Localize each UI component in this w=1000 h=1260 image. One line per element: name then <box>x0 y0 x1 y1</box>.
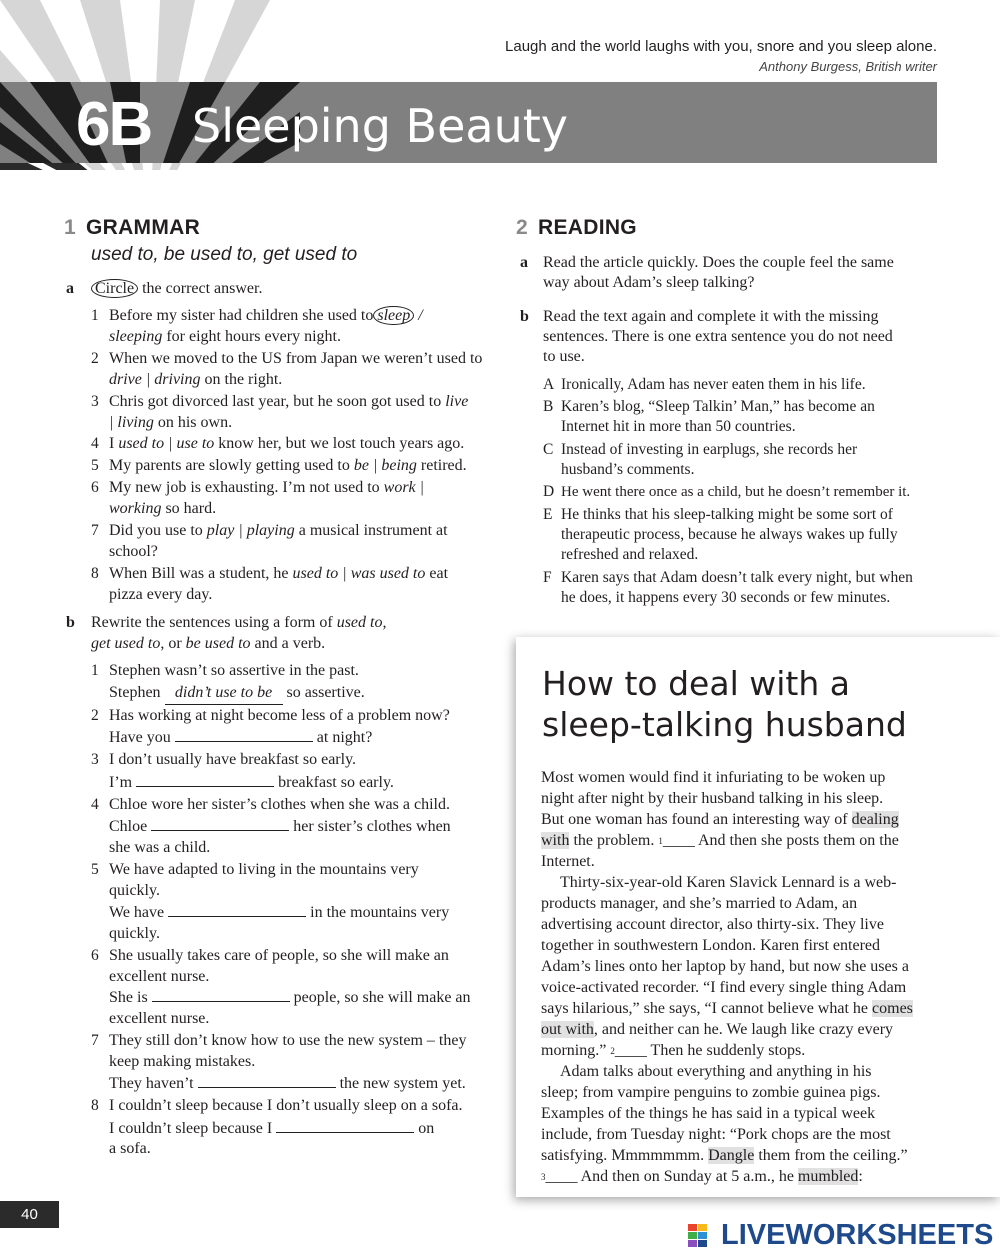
grammar-b-item-number: 7 <box>91 1032 99 1049</box>
grammar-b-item-8-answer <box>109 1119 434 1140</box>
answer-prefix: I’m <box>109 774 133 791</box>
article-line: include, from Tuesday night: “Pork chops are the most <box>541 1126 891 1143</box>
answer-option[interactable]: live <box>445 393 469 410</box>
brand-logo[interactable] <box>688 1219 993 1251</box>
grammar-title: GRAMMAR <box>85 216 201 239</box>
article-line <box>541 999 971 1020</box>
grammar-a-item-8 <box>109 564 479 605</box>
article-line: Examples of the things he has said in a typical week <box>541 1105 876 1122</box>
grammar-b-item-3-answer <box>109 773 394 794</box>
item-text: Did you use to <box>109 522 207 539</box>
grammar-b-item-number: 6 <box>91 947 99 964</box>
grammar-a-item-number: 3 <box>91 393 99 410</box>
answer-prefix: We have <box>109 904 165 921</box>
item-text: so hard. <box>161 499 217 517</box>
instruction-text: and a verb. <box>250 634 326 652</box>
instruction-text: the correct answer. <box>142 280 263 297</box>
reading-part-b-line2: sentences. There is one extra sentence you do not need <box>543 328 893 345</box>
item-text: When Bill was a student, he <box>109 565 293 582</box>
option-letter: A <box>543 376 555 393</box>
item-text: My parents are slowly getting used to <box>109 457 354 474</box>
grammar-b-item-number: 4 <box>91 796 99 813</box>
answer-prefix: Have you <box>109 729 171 746</box>
article-title-line: sleep-talking husband <box>542 705 907 744</box>
grammar-b-item-5-answer-cont: quickly. <box>109 925 160 942</box>
header-quote <box>505 37 937 77</box>
option-f-text: Karen says that Adam doesn’t talk every night, but when <box>561 569 913 586</box>
grammar-a-item-5 <box>109 456 499 477</box>
article-line <box>541 1020 971 1041</box>
answer-option[interactable]: being <box>381 457 417 474</box>
answer-blank[interactable] <box>276 1119 414 1133</box>
item-text: I <box>109 435 119 452</box>
option-separator: | <box>141 370 155 388</box>
reading-part-a-line1: Read the article quickly. Does the couple feel the same <box>543 254 894 271</box>
option-b-text: Karen’s blog, “Sleep Talkin’ Man,” has become an <box>561 398 875 415</box>
answer-blank[interactable] <box>136 773 274 787</box>
article-line <box>541 1041 971 1062</box>
article-text: satisfying. Mmmmmmm. <box>541 1147 705 1164</box>
answer-option[interactable]: living <box>117 413 154 431</box>
answer-prefix: Stephen <box>109 684 161 701</box>
item-text: eat pizza every day. <box>109 565 449 603</box>
article-title-line: How to deal with a <box>542 664 850 703</box>
grammar-a-item-1 <box>109 306 499 347</box>
grammar-b-item-4-answer <box>109 817 451 838</box>
answer-suffix: so assertive. <box>282 684 365 701</box>
article-line: Most women would find it infuriating to be woken up <box>541 769 886 786</box>
grammar-a-item-6 <box>109 478 489 519</box>
article-line <box>541 810 971 831</box>
grammar-b-item-1-question: Stephen wasn’t so assertive in the past. <box>109 662 359 679</box>
answer-option[interactable]: drive <box>109 370 142 388</box>
article-text: And then she posts them on the <box>697 832 899 849</box>
gap-number: 1 <box>658 836 663 846</box>
grammar-a-item-2 <box>109 349 489 390</box>
item-text: When we moved to the US from Japan we weren’t used to <box>109 350 483 367</box>
reading-part-b-line1: Read the text again and complete it with the missing <box>543 308 879 325</box>
gap-blank[interactable]: ____ <box>545 1168 578 1185</box>
instruction-term: get used to <box>91 634 161 652</box>
article-line: Internet. <box>541 853 595 870</box>
grammar-b-item-7-question-cont: keep making mistakes. <box>109 1053 256 1070</box>
answer-prefix: I couldn’t sleep because I <box>109 1120 273 1137</box>
option-a-text: Ironically, Adam has never eaten them in his life. <box>561 376 866 393</box>
answer-suffix: in the mountains very <box>306 904 450 921</box>
article-line <box>541 831 971 852</box>
answer-option[interactable]: working <box>109 499 162 517</box>
reading-part-b-label: b <box>520 308 529 325</box>
answer-option[interactable]: used to <box>118 435 165 452</box>
grammar-a-item-number: 2 <box>91 350 99 367</box>
item-text: Before my sister had children she used to <box>109 307 374 324</box>
grammar-b-item-7-answer <box>109 1074 466 1095</box>
article-text: them from the ceiling.” <box>758 1147 908 1164</box>
reading-heading <box>516 216 637 240</box>
answer-suffix: breakfast so early. <box>274 774 394 791</box>
reading-title: READING <box>537 216 637 239</box>
grammar-b-item-4-question: Chloe wore her sister’s clothes when she was a child. <box>109 796 450 813</box>
grammar-part-b-instruction <box>91 613 451 654</box>
grammar-b-item-6-answer <box>109 988 471 1009</box>
grammar-a-item-3 <box>109 392 489 433</box>
article-text: , and neither can he. We laugh like crazy every <box>593 1021 894 1038</box>
answer-option[interactable]: driving <box>154 370 201 388</box>
option-letter: E <box>543 506 553 523</box>
article-text: : <box>858 1168 863 1185</box>
quote-text: Laugh and the world laughs with you, snore and you sleep alone. <box>505 38 937 55</box>
answer-suffix: her sister’s clothes when <box>289 818 451 835</box>
instruction-text: , or <box>160 634 186 652</box>
option-c-text: Instead of investing in earplugs, she records her <box>561 441 858 458</box>
grammar-b-item-6-answer-cont: excellent nurse. <box>109 1010 210 1027</box>
highlighted-word[interactable]: dealing <box>851 811 899 828</box>
option-d-text: He went there once as a child, but he doesn’t remember it. <box>561 484 911 500</box>
article-card <box>516 637 1000 1197</box>
answer-suffix: on <box>414 1120 435 1137</box>
grammar-b-item-2-question: Has working at night become less of a problem now? <box>109 707 450 724</box>
option-letter: D <box>543 483 555 500</box>
answer-option-circled[interactable]: sleep <box>373 306 414 325</box>
quote-author: Anthony Burgess, British writer <box>759 59 937 74</box>
option-separator: / <box>414 307 423 324</box>
highlighted-word[interactable]: mumbled <box>797 1168 859 1185</box>
item-text: a musical instrument at school? <box>109 522 448 560</box>
answer-option[interactable]: be <box>353 457 369 474</box>
highlighted-word[interactable]: out with <box>541 1021 594 1038</box>
grammar-a-item-number: 4 <box>91 435 99 452</box>
grammar-a-item-number: 8 <box>91 565 99 582</box>
option-separator: | <box>338 565 351 582</box>
highlighted-word[interactable]: with <box>541 832 570 849</box>
grammar-b-item-number: 3 <box>91 751 99 768</box>
answer-blank[interactable] <box>152 988 290 1002</box>
answer-option[interactable]: was used to <box>350 565 426 582</box>
answer-option[interactable]: work <box>383 479 416 496</box>
unit-title: Sleeping Beauty <box>192 99 568 153</box>
answer-option[interactable]: use to <box>176 435 215 452</box>
grammar-b-item-1-answer <box>109 683 365 705</box>
option-separator: | <box>415 479 425 496</box>
option-letter: F <box>543 569 552 586</box>
answer-option[interactable]: used to <box>292 565 339 582</box>
answer-prefix: Chloe <box>109 818 148 835</box>
article-line: products manager, and she’s married to Adam, an <box>541 895 858 912</box>
reading-part-a-label: a <box>520 254 528 271</box>
article-line: Thirty-six-year-old Karen Slavick Lennard is a web- <box>560 874 897 891</box>
instruction-term: be used to <box>185 634 251 652</box>
option-e-text-cont: refreshed and relaxed. <box>561 546 699 563</box>
article-line: together in southwestern London. Karen first entered <box>541 937 881 954</box>
article-line: Adam’s lines onto her laptop by hand, but now she uses a <box>541 958 909 975</box>
page-number: 40 <box>0 1201 59 1228</box>
instruction-term: used to, <box>336 614 387 631</box>
option-separator: | <box>368 457 382 474</box>
grammar-b-item-number: 5 <box>91 861 99 878</box>
article-line <box>541 1167 971 1188</box>
answer-blank[interactable] <box>198 1074 336 1088</box>
item-text: retired. <box>416 457 467 474</box>
reading-section-number: 2 <box>516 216 528 239</box>
answer-option[interactable]: play <box>206 522 235 539</box>
grammar-b-item-8-question: I couldn’t sleep because I don’t usually sleep on a sofa. <box>109 1097 463 1114</box>
liveworksheets-icon <box>688 1220 718 1250</box>
grammar-part-a-label: a <box>66 280 74 297</box>
answer-suffix: people, so she will make an <box>289 989 471 1006</box>
grammar-a-item-7 <box>109 521 479 562</box>
article-text: And then on Sunday at 5 a.m., he <box>580 1168 794 1185</box>
item-text: on his own. <box>153 413 233 431</box>
answer-prefix: She is <box>109 989 148 1006</box>
grammar-b-item-number: 8 <box>91 1097 99 1114</box>
item-text: on the right. <box>200 370 283 388</box>
option-f-text-cont: he does, it happens every 30 seconds or few minutes. <box>561 589 891 606</box>
grammar-a-item-4 <box>109 434 499 455</box>
answer-suffix: the new system yet. <box>335 1075 466 1092</box>
grammar-b-item-6-question: She usually takes care of people, so she will make an <box>109 947 449 964</box>
article-line: Adam talks about everything and anything in his <box>560 1063 872 1080</box>
grammar-section-number: 1 <box>64 216 76 239</box>
grammar-a-item-number: 1 <box>91 307 99 324</box>
gap-number: 3 <box>541 1172 546 1182</box>
article-line <box>541 1146 971 1167</box>
item-text: know her, but we lost touch years ago. <box>214 435 465 452</box>
answer-prefix: They haven’t <box>109 1075 194 1092</box>
grammar-part-a-instruction <box>91 279 262 300</box>
article-text: the problem. <box>573 832 655 849</box>
grammar-b-item-5-answer <box>109 903 449 924</box>
answer-suffix: at night? <box>312 729 373 746</box>
grammar-b-item-3-question: I don’t usually have breakfast so early. <box>109 751 357 768</box>
article-text: says hilarious,” she says, “I cannot believe what he <box>541 1000 869 1017</box>
reading-part-a-line2: way about Adam’s sleep talking? <box>543 274 755 291</box>
instruction-text: Rewrite the sentences using a form of <box>91 614 337 631</box>
unit-number: 6B <box>76 90 152 159</box>
gap-blank[interactable]: ____ <box>662 832 695 849</box>
option-b-text-cont: Internet hit in more than 50 countries. <box>561 418 796 435</box>
article-title <box>542 663 982 745</box>
option-separator: | <box>164 435 177 452</box>
grammar-part-b-label: b <box>66 614 75 631</box>
article-line: advertising account director, also thirty-six. They live <box>541 916 884 933</box>
article-line: sleep; from vampire penguins to zombie guinea pigs. <box>541 1084 881 1101</box>
answer-blank[interactable] <box>175 728 313 742</box>
answer-blank[interactable] <box>168 903 306 917</box>
article-text: Then he suddenly stops. <box>650 1042 806 1059</box>
grammar-b-item-4-answer-cont: she was a child. <box>109 839 211 856</box>
reading-part-b-line3: to use. <box>543 348 585 365</box>
item-text: Chris got divorced last year, but he soon got used to <box>109 393 446 410</box>
option-e-text: He thinks that his sleep-talking might be some sort of <box>561 506 893 523</box>
option-separator: | <box>234 522 247 539</box>
grammar-b-item-number: 2 <box>91 707 99 724</box>
grammar-b-item-5-question-cont: quickly. <box>109 882 160 899</box>
item-text: My new job is exhausting. I’m not used to <box>109 479 384 496</box>
item-text: for eight hours every night. <box>162 327 341 345</box>
grammar-a-item-number: 6 <box>91 479 99 496</box>
grammar-b-item-6-question-cont: excellent nurse. <box>109 968 210 985</box>
answer-blank[interactable] <box>151 817 289 831</box>
highlighted-word[interactable]: Dangle <box>708 1147 755 1164</box>
grammar-b-item-5-question: We have adapted to living in the mountains very <box>109 861 419 878</box>
article-line: voice-activated recorder. “I find every single thing Adam <box>541 979 907 996</box>
gap-number: 2 <box>610 1046 615 1056</box>
option-letter: C <box>543 441 554 458</box>
answer-blank-filled[interactable]: didn’t use to be <box>165 683 283 705</box>
brand-name: LIVEWORKSHEETS <box>721 1219 994 1251</box>
grammar-b-item-8-answer-cont: a sofa. <box>109 1140 151 1157</box>
option-separator: | <box>109 413 118 431</box>
option-letter: B <box>543 398 554 415</box>
grammar-a-item-number: 5 <box>91 457 99 474</box>
grammar-a-item-number: 7 <box>91 522 99 539</box>
grammar-heading <box>64 216 200 240</box>
answer-option[interactable]: playing <box>246 522 295 539</box>
grammar-b-item-number: 1 <box>91 662 99 679</box>
article-text: morning.” <box>541 1042 607 1059</box>
option-c-text-cont: husband’s comments. <box>561 461 695 478</box>
option-e-text-cont: therapeutic process, because he always wakes up fully <box>561 526 898 543</box>
article-text: But one woman has found an interesting way of <box>541 811 848 828</box>
answer-option[interactable]: sleeping <box>109 327 163 345</box>
highlighted-word[interactable]: comes <box>872 1000 913 1017</box>
grammar-subtitle: used to, be used to, get used to <box>91 244 358 265</box>
grammar-b-item-2-answer <box>109 728 372 749</box>
article-line: night after night by their husband talking in his sleep. <box>541 790 884 807</box>
gap-blank[interactable]: ____ <box>614 1042 647 1059</box>
grammar-b-item-7-question: They still don’t know how to use the new system – they <box>109 1032 467 1049</box>
circle-word: Circle <box>91 279 138 298</box>
